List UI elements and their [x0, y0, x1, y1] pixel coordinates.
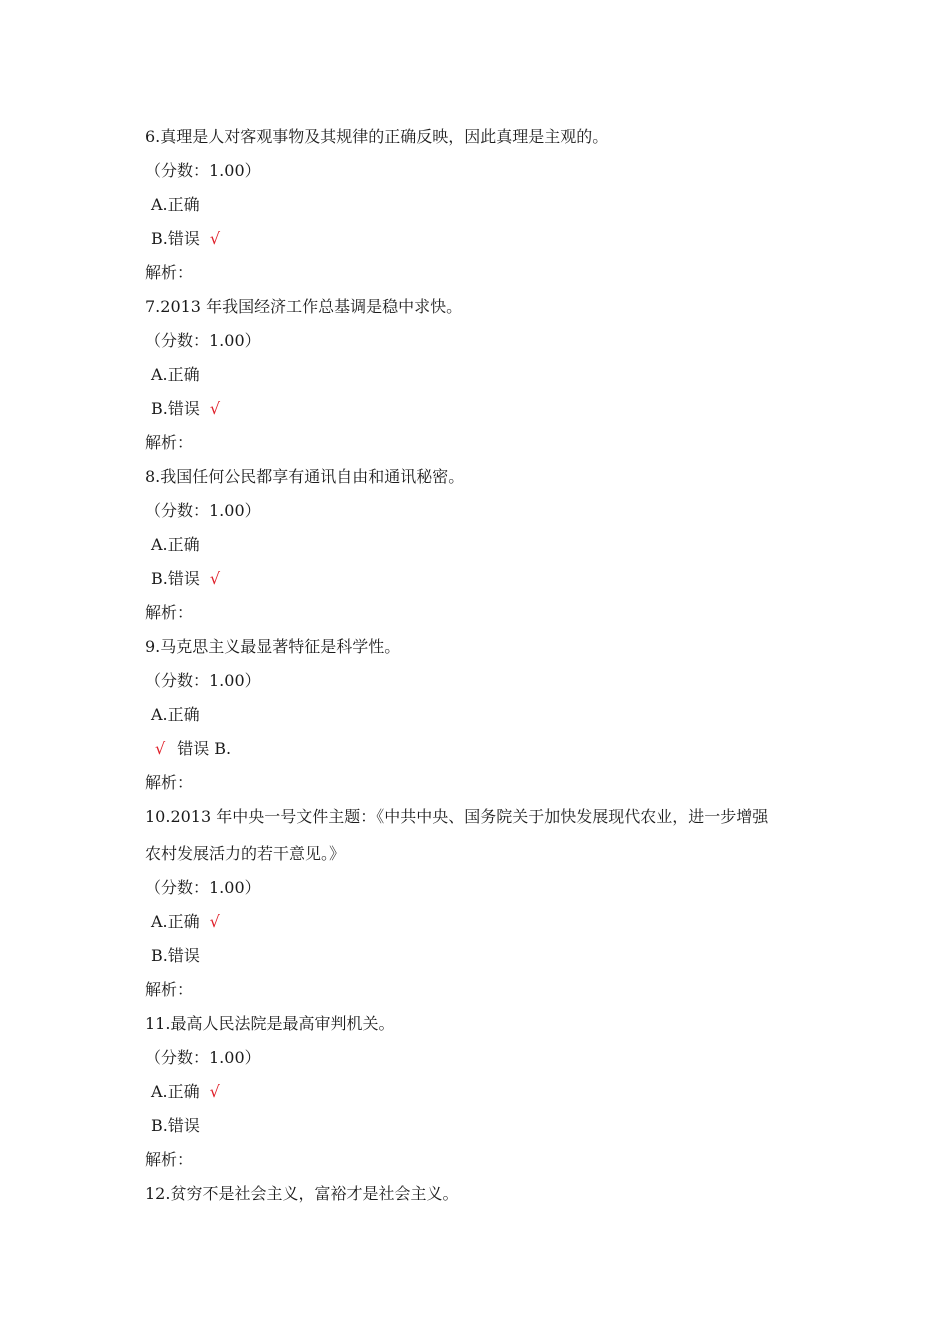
- question-9-stem: 9.马克思主义最显著特征是科学性。: [145, 637, 401, 656]
- option-label: A.正确: [151, 1082, 200, 1101]
- option-label: B.错误: [151, 569, 200, 588]
- check-mark-icon: √: [209, 229, 221, 248]
- option-label: A.正确: [151, 705, 200, 724]
- check-mark-icon: √: [155, 739, 166, 758]
- option-label: B.错误: [151, 946, 200, 965]
- question-6-option-b: [151, 229, 220, 249]
- check-mark-icon: √: [209, 912, 220, 931]
- question-11-option-b: [151, 1116, 200, 1136]
- question-11-analysis: 解析：: [145, 1150, 194, 1169]
- question-11-stem: 11.最高人民法院是最高审判机关。: [145, 1014, 395, 1033]
- question-9-analysis: 解析：: [145, 773, 194, 792]
- question-10-score: （分数：1.00）: [145, 878, 261, 897]
- question-10-option-a: [151, 912, 220, 932]
- question-6-option-a: [151, 195, 200, 215]
- question-7-analysis: 解析：: [145, 433, 194, 452]
- question-6-stem: 6.真理是人对客观事物及其规律的正确反映，因此真理是主观的。: [145, 127, 609, 146]
- option-label: A.正确: [151, 195, 200, 214]
- question-8-option-a: [151, 535, 200, 555]
- question-9-option-a: [151, 705, 200, 725]
- question-8-analysis: 解析：: [145, 603, 194, 622]
- question-8-score: （分数：1.00）: [145, 501, 261, 520]
- question-10-analysis: 解析：: [145, 980, 194, 999]
- question-6-analysis: 解析：: [145, 263, 194, 282]
- option-label: A.正确: [151, 365, 200, 384]
- option-label: A.正确: [151, 912, 200, 931]
- question-10-option-b: [151, 946, 200, 966]
- question-11-option-a: [151, 1082, 220, 1102]
- option-label: B.错误: [151, 1116, 200, 1135]
- question-7-stem: 7.2013 年我国经济工作总基调是稳中求快。: [145, 297, 463, 316]
- question-8-stem: 8.我国任何公民都享有通讯自由和通讯秘密。: [145, 467, 465, 486]
- check-mark-icon: √: [209, 399, 221, 418]
- question-11-score: （分数：1.00）: [145, 1048, 261, 1067]
- check-mark-icon: √: [209, 1082, 220, 1101]
- option-label: B.错误: [151, 229, 200, 248]
- question-12-stem: 12.贫穷不是社会主义，富裕才是社会主义。: [145, 1184, 459, 1203]
- check-mark-icon: √: [209, 569, 221, 588]
- question-7-option-b: [151, 399, 220, 419]
- question-8-option-b: [151, 569, 220, 589]
- question-9-option-b: [155, 739, 231, 759]
- question-10-stem-line-1: 10.2013 年中央一号文件主题：《中共中央、国务院关于加快发展现代农业，进一步增强: [145, 807, 769, 826]
- option-label: A.正确: [151, 535, 200, 554]
- question-6-score: （分数：1.00）: [145, 161, 261, 180]
- option-label: B.错误: [151, 399, 200, 418]
- option-label: 错误 B.: [177, 739, 232, 758]
- question-10-stem-line-2: 农村发展活力的若干意见。》: [145, 844, 346, 863]
- question-9-score: （分数：1.00）: [145, 671, 261, 690]
- question-7-score: （分数：1.00）: [145, 331, 261, 350]
- question-7-option-a: [151, 365, 200, 385]
